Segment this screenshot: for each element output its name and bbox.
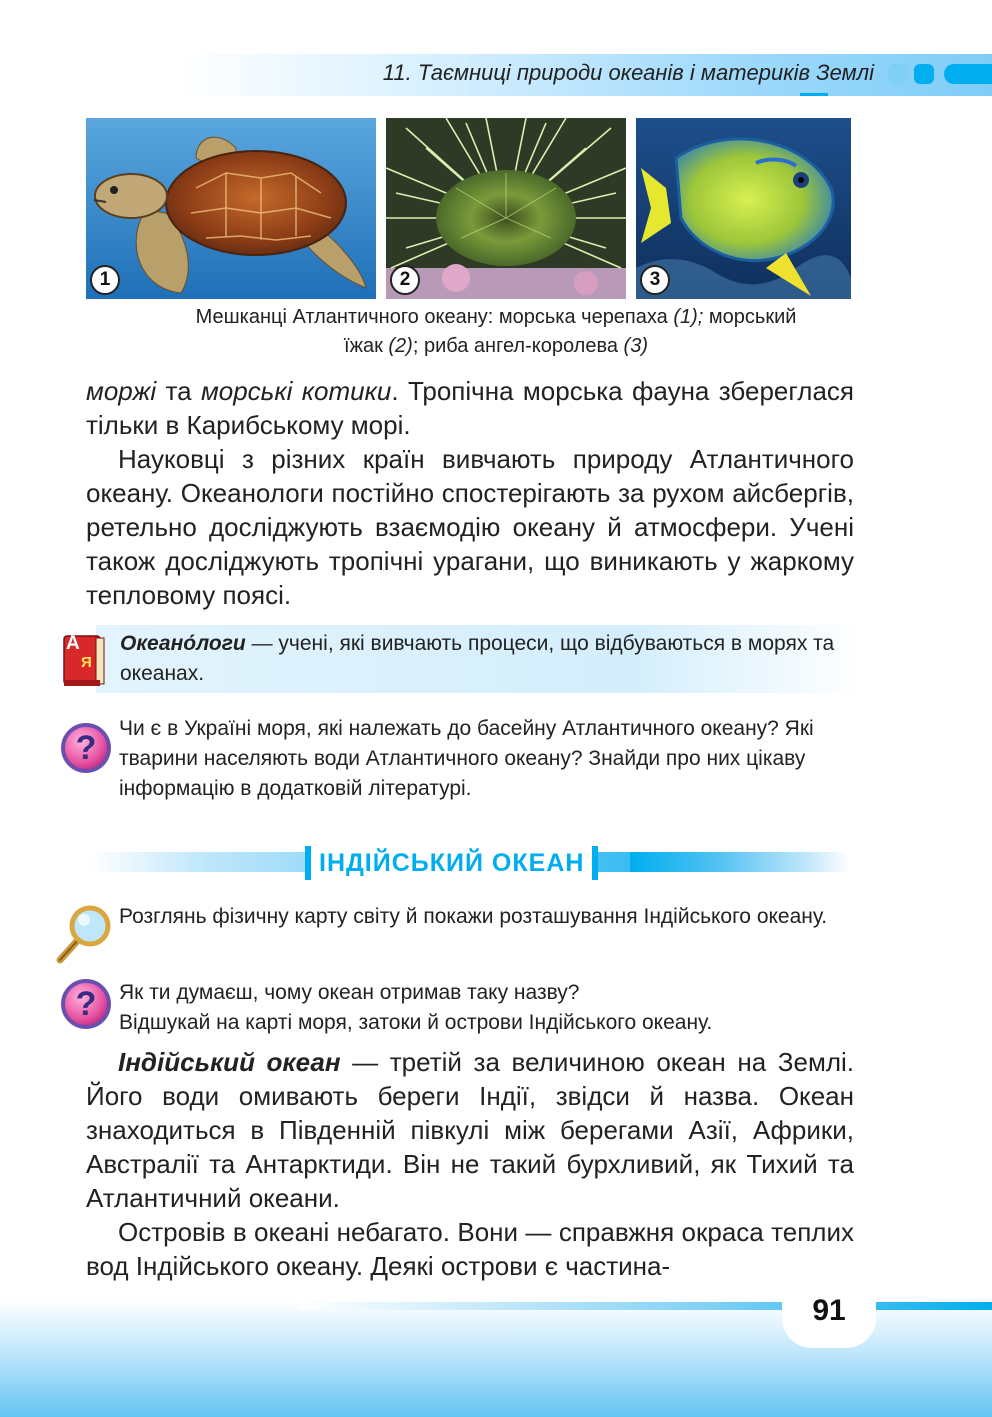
paragraph-2: Науковці з різних країн вивчають природу Атлантичного океану. Океанологи постійно спостерігають за рухом айсбергів, ретельно досліджують взаємодію океану й атмосфери. Учені також досліджують тропічні урагани, що виникають у жаркому тепловому поясі. [86, 444, 854, 610]
paragraph-4: Островів в океані небагато. Вони — справжня окраса теплих вод Індійського океану. Деякі острови є частина- [86, 1217, 854, 1281]
question-2-line-1: Як ти думаєш, чому океан отримав таку назву? [119, 981, 580, 1004]
task-magnifier-text: Розглянь фізичну карту світу й покажи розташування Індійського океану. [119, 905, 828, 928]
caption-ref-3: (3) [623, 335, 648, 357]
caption-ref-2: (2) [388, 335, 413, 357]
term-fur-seals: морські котики [200, 376, 392, 406]
caption-ref-1: (1); [673, 306, 704, 328]
body-text-top [86, 374, 854, 612]
question-mark: ? [75, 729, 97, 767]
caption-text-3: їжак [344, 335, 389, 357]
figure-caption [70, 303, 922, 361]
paragraph-1 [86, 374, 854, 442]
definition-term: Океано́логи [120, 632, 246, 655]
caption-text-1: Мешканці Атлантичного океану: морська черепаха [195, 306, 674, 328]
definition-body: — учені, які вивчають процеси, що відбуваються в морях та океанах. [120, 632, 835, 685]
sea-urchin-image [386, 118, 626, 299]
header-dot-blue [914, 64, 934, 84]
dictionary-icon-letter-a: А [66, 633, 80, 654]
header-underline [800, 93, 828, 96]
term-walruses: моржі [86, 376, 157, 406]
question-mark-2: ? [75, 985, 97, 1023]
angelfish-image [636, 118, 851, 299]
dictionary-icon-letter-ya: Я [81, 654, 92, 671]
question-2-line-2: Відшукай на карті моря, затоки й острови Індійського океану. [119, 1011, 713, 1034]
footer-line [300, 1302, 992, 1310]
photo-queen-angelfish [636, 118, 851, 299]
page-number: 91 [812, 1294, 846, 1327]
paragraph-3 [86, 1045, 854, 1215]
header-bar [944, 64, 992, 84]
photo-sea-urchin [386, 118, 626, 299]
term-indian-ocean: Індійський океан [118, 1047, 341, 1077]
question-1-text: Чи є в Україні моря, які належать до басейну Атлантичного океану? Які тварини населяють води Атлантичного океану? Знайди про них цікаву інформацію в додатковій літературі. [119, 717, 814, 800]
question-2-text [119, 978, 857, 1038]
paragraph-3-text: — третій за величиною океан на Землі. Його води омивають береги Індії, звідси й назва. Океан знаходиться в Південній півкулі між берегами Азії, Африки, Австралії та Антарктиди. Він не такий бурхливий, як Тихий та Атлантичний океани. [86, 1047, 854, 1213]
section-bar-right [630, 852, 850, 872]
paragraph-1-text-b: . Тропічна морська фауна збереглася тільки в Карибському морі. [86, 376, 854, 440]
definition-text [120, 629, 854, 689]
photo-number-1: 1 [90, 265, 120, 295]
magnifier-icon [54, 904, 114, 964]
paragraph-1-text-a: та [156, 376, 201, 406]
header-dot-light [888, 64, 908, 84]
sea-turtle-image [86, 118, 376, 299]
caption-text-4: ; риба ангел-королева [412, 335, 624, 357]
section-title: ІНДІЙСЬКИЙ ОКЕАН [305, 846, 598, 880]
chapter-title: 11. Таємниці природи океанів і материків Землі [382, 60, 874, 85]
caption-text-2: морський [703, 306, 797, 328]
body-text-bottom [86, 1045, 854, 1283]
photo-sea-turtle [86, 118, 376, 299]
photo-number-3: 3 [640, 265, 670, 295]
photo-number-2: 2 [390, 265, 420, 295]
